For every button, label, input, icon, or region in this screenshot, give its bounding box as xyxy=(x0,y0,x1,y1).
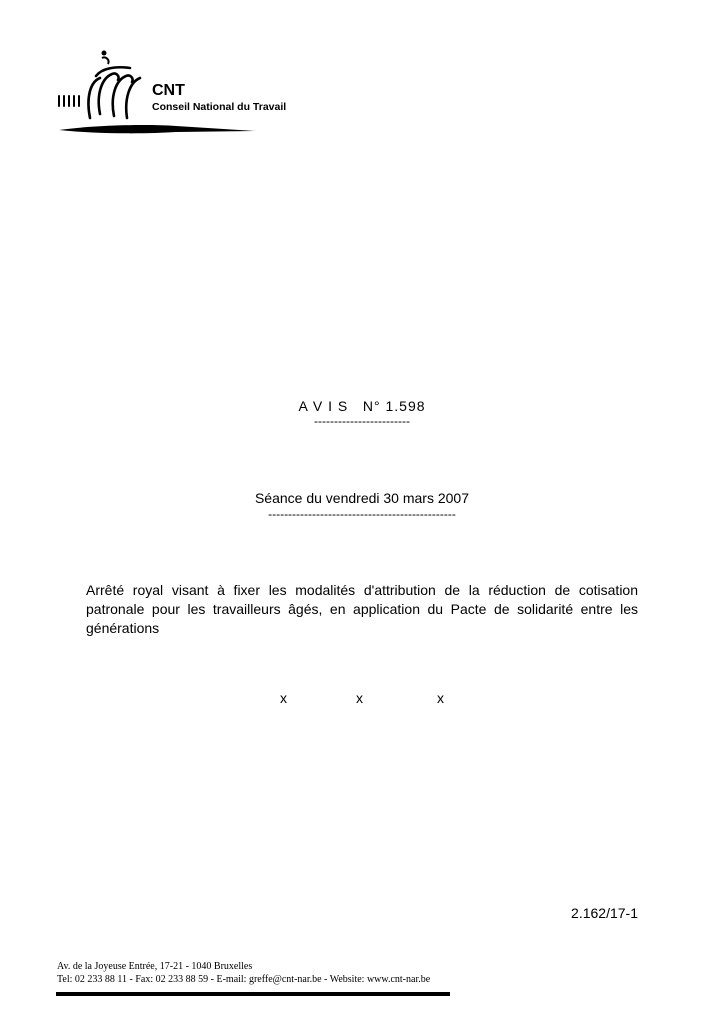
seance-underline: ----------------------------------------------- xyxy=(268,507,456,521)
separator-mark: x xyxy=(437,690,444,706)
avis-underline: ------------------------ xyxy=(314,414,410,428)
document-subject: Arrêté royal visant à fixer les modalités d'attribution de la réduction de cotisation patronale pour les travailleurs âgés, en application du Pacte de solidarité entre les générations xyxy=(86,582,638,636)
footer-address: Av. de la Joyeuse Entrée, 17-21 - 1040 Bruxelles xyxy=(57,961,253,972)
footer xyxy=(57,960,430,986)
svg-text:Conseil National du Travail: Conseil National du Travail xyxy=(152,101,287,113)
cnt-logo-icon xyxy=(56,48,287,138)
separator-mark: x xyxy=(356,690,363,706)
svg-text:CNT: CNT xyxy=(152,82,185,99)
avis-title: A V I S N° 1.598 xyxy=(298,398,426,414)
cnt-logo xyxy=(56,48,287,138)
footer-rule xyxy=(56,992,450,996)
footer-contact: Tel: 02 233 88 11 - Fax: 02 233 88 59 - E-mail: greffe@cnt-nar.be - Website: www.cnt-nar.be xyxy=(57,974,431,985)
seance-date: Séance du vendredi 30 mars 2007 xyxy=(254,490,470,506)
separator-mark: x xyxy=(280,690,287,706)
document-reference: 2.162/17-1 xyxy=(571,905,638,921)
